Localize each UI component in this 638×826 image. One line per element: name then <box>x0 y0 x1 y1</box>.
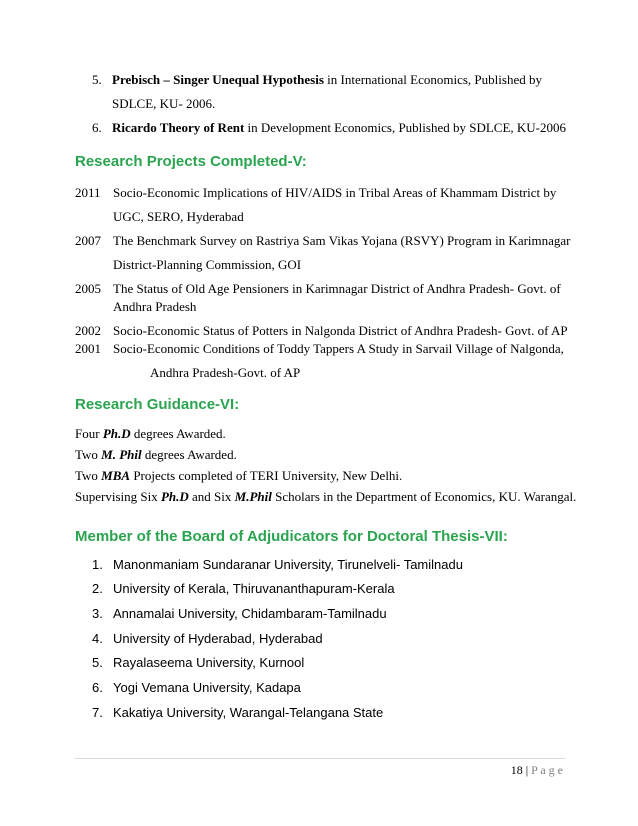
publication-text: in Development Economics, Published by SDLCE, KU-2006 <box>244 120 566 135</box>
guidance-text: Scholars in the Department of Economics, KU. Warangal. <box>271 489 577 504</box>
guidance-degree: Ph.D <box>102 426 131 441</box>
project-title: Socio-Economic Implications of HIV/AIDS in Tribal Areas of Khammam District by <box>113 185 557 200</box>
project-title: Socio-Economic Status of Potters in Nalgonda District of Andhra Pradesh- Govt. of AP <box>113 323 568 338</box>
board-item: University of Kerala, Thiruvananthapuram-Kerala <box>113 581 395 596</box>
guidance-text: Two <box>75 447 102 462</box>
guidance-line <box>75 447 237 463</box>
project-title-line2: District-Planning Commission, GOI <box>113 257 302 272</box>
board-item-number: 4. <box>92 631 103 646</box>
publication-number: 6. <box>92 120 102 135</box>
project-year: 2011 <box>75 185 101 200</box>
guidance-text: and Six <box>188 489 235 504</box>
project-title: Socio-Economic Conditions of Toddy Tappers A Study in Sarvail Village of Nalgonda, <box>113 341 564 356</box>
project-year: 2002 <box>75 323 101 338</box>
guidance-degree: M.Phil <box>234 489 272 504</box>
section-heading-guidance: Research Guidance-VI: <box>75 396 240 413</box>
project-title-line2: Andhra Pradesh <box>113 299 197 314</box>
page-number-value: 18 <box>510 763 523 777</box>
board-item-number: 7. <box>92 705 103 720</box>
project-title-line2: Andhra Pradesh-Govt. of AP <box>150 365 301 380</box>
footer-divider <box>75 758 565 759</box>
guidance-text: degrees Awarded. <box>130 426 226 441</box>
project-title: The Status of Old Age Pensioners in Karimnagar District of Andhra Pradesh- Govt. of <box>113 281 561 296</box>
board-item-number: 6. <box>92 680 103 695</box>
board-item: Annamalai University, Chidambaram-Tamilnadu <box>113 606 387 621</box>
guidance-degree: MBA <box>101 468 131 483</box>
project-year: 2007 <box>75 233 101 248</box>
board-item: Yogi Vemana University, Kadapa <box>113 680 301 695</box>
publication-item <box>112 72 542 88</box>
publication-text: in International Economics, Published by <box>323 72 542 87</box>
page-number <box>511 762 563 778</box>
publication-item <box>112 120 566 136</box>
board-item-number: 3. <box>92 606 103 621</box>
guidance-line <box>75 468 402 484</box>
project-title: The Benchmark Survey on Rastriya Sam Vikas Yojana (RSVY) Program in Karimnagar <box>113 233 571 248</box>
board-item-number: 5. <box>92 655 103 670</box>
guidance-line <box>75 489 576 505</box>
guidance-text: Four <box>75 426 103 441</box>
guidance-text: Projects completed of TERI University, New Delhi. <box>130 468 403 483</box>
board-item-number: 1. <box>92 557 103 572</box>
publication-title: Prebisch – Singer Unequal Hypothesis <box>112 72 324 87</box>
guidance-text: degrees Awarded. <box>141 447 237 462</box>
board-item: Kakatiya University, Warangal-Telangana State <box>113 705 384 720</box>
publication-number: 5. <box>92 72 102 87</box>
guidance-text: Two <box>75 468 102 483</box>
page-number-separator: | <box>522 763 532 777</box>
publication-title: Ricardo Theory of Rent <box>112 120 245 135</box>
guidance-line <box>75 426 226 442</box>
guidance-degree: Ph.D <box>160 489 189 504</box>
project-title-line2: UGC, SERO, Hyderabad <box>113 209 244 224</box>
page-label: P a g e <box>531 763 563 777</box>
board-item: Manonmaniam Sundaranar University, Tirunelveli- Tamilnadu <box>113 557 463 572</box>
project-year: 2005 <box>75 281 101 296</box>
guidance-text: Supervising Six <box>75 489 161 504</box>
board-item: University of Hyderabad, Hyderabad <box>113 631 323 646</box>
project-year: 2001 <box>75 341 101 356</box>
guidance-degree: M. Phil <box>101 447 142 462</box>
board-item: Rayalaseema University, Kurnool <box>113 655 305 670</box>
section-heading-board: Member of the Board of Adjudicators for Doctoral Thesis-VII: <box>75 528 508 545</box>
publication-text-line2: SDLCE, KU- 2006. <box>112 96 216 111</box>
board-item-number: 2. <box>92 581 103 596</box>
section-heading-projects: Research Projects Completed-V: <box>75 153 307 170</box>
